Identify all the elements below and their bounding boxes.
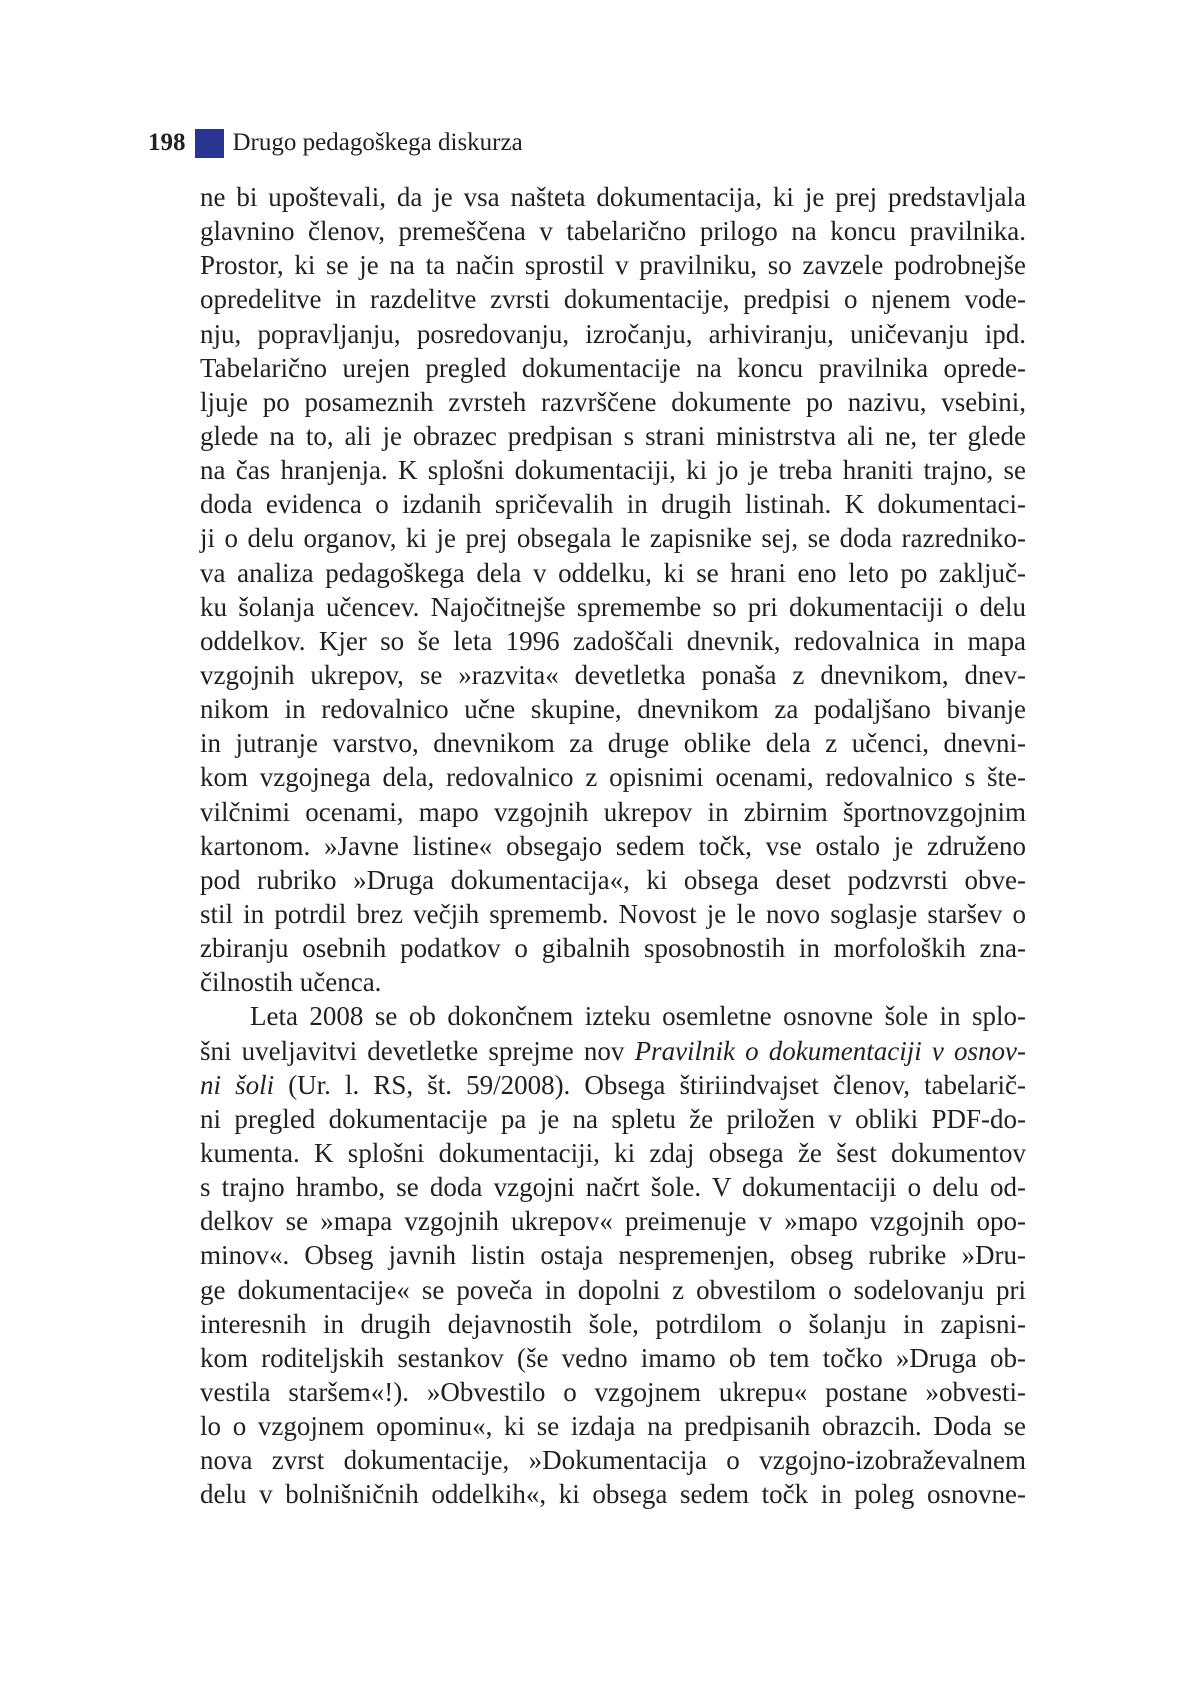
text-line: na čas hranjenja. K splošni dokumentaciji, ki jo je treba hraniti trajno, se <box>200 455 1026 486</box>
header-square-mark <box>195 129 224 158</box>
text-line: vilčnimi ocenami, mapo vzgojnih ukrepov in zbirnim športnovzgojnim <box>200 796 1026 827</box>
text-line: čilnostih učenca. <box>200 967 382 998</box>
text-line: delu v bolnišničnih oddelkih«, ki obsega sedem točk in poleg osnovne- <box>200 1479 1026 1510</box>
text-line: doda evidenca o izdanih spričevalih in drugih listinah. K dokumentaci- <box>200 489 1026 520</box>
text-line: delkov se »mapa vzgojnih ukrepov« preimenuje v »mapo vzgojnih opo- <box>200 1206 1026 1237</box>
text-line: ne bi upoštevali, da je vsa našteta dokumentacija, ki je prej predstavljala <box>200 182 1026 212</box>
text-line: nikom in redovalnico učne skupine, dnevnikom za podaljšano bivanje <box>200 694 1026 725</box>
text-line: Tabelarično urejen pregled dokumentacije na koncu pravilnika oprede- <box>200 352 1026 383</box>
text-line: zbiranju osebnih podatkov o gibalnih sposobnostih in morfoloških zna- <box>200 933 1026 964</box>
text-line: minov«. Obseg javnih listin ostaja nespremenjen, obseg rubrike »Dru- <box>200 1240 1026 1271</box>
text-line: lo o vzgojnem opominu«, ki se izdaja na predpisanih obrazcih. Doda se <box>200 1411 1026 1442</box>
text-line: kumenta. K splošni dokumentaciji, ki zdaj obsega že šest dokumentov <box>200 1137 1026 1168</box>
text-line: s trajno hrambo, se doda vzgojni načrt šole. V dokumentaciji o delu od- <box>200 1172 1026 1203</box>
text-line: opredelitve in razdelitve zvrsti dokumentacije, predpisi o njenem vode- <box>200 284 1026 315</box>
text-line: kartonom. »Javne listine« obsegajo sedem točk, vse ostalo je združeno <box>200 830 1026 861</box>
body-text <box>200 180 1026 1511</box>
text-line: glavnino členov, premeščena v tabelarično prilogo na koncu pravilnika. <box>200 216 1026 247</box>
text-line: Prostor, ki se je na ta način sprostil v pravilniku, so zavzele podrobnejše <box>200 250 1026 281</box>
text-line: nju, popravljanju, posredovanju, izročanju, arhiviranju, uničevanju ipd. <box>200 318 1026 349</box>
text-line: kom vzgojnega dela, redovalnico z opisnimi ocenami, redovalnico s šte- <box>200 762 1026 793</box>
text-line: ku šolanja učencev. Najočitnejše spremembe so pri dokumentaciji o delu <box>200 591 1026 622</box>
text-line: glede na to, ali je obrazec predpisan s strani ministrstva ali ne, ter glede <box>200 420 1026 451</box>
text-line: ni pregled dokumentacije pa je na spletu že priložen v obliki PDF-do- <box>200 1103 1026 1134</box>
text-line: vestila staršem«!). »Obvestilo o vzgojnem ukrepu« postane »obvesti- <box>200 1376 1026 1407</box>
text-line: ni šoli (Ur. l. RS, št. 59/2008). Obsega štiriindvajset členov, tabelarič- <box>200 1069 1026 1100</box>
text-line: stil in potrdil brez večjih sprememb. Novost je le novo soglasje staršev o <box>200 898 1026 929</box>
text-line: vzgojnih ukrepov, se »razvita« devetletka ponaša z dnevnikom, dnev- <box>200 659 1026 690</box>
text-line: ge dokumentacije« se poveča in dopolni z obvestilom o sodelovanju pri <box>200 1274 1026 1305</box>
text-line: ljuje po posameznih zvrsteh razvrščene dokumente po nazivu, vsebini, <box>200 386 1026 417</box>
text-line: pod rubriko »Druga dokumentacija«, ki obsega deset podzvrsti obve- <box>200 864 1026 895</box>
text-line: va analiza pedagoškega dela v oddelku, ki se hrani eno leto po zaključ- <box>200 557 1026 588</box>
book-title-italic: Pravilnik o dokumentaciji v osnov- <box>634 1035 1026 1066</box>
text-line: oddelkov. Kjer so še leta 1996 zadoščali dnevnik, redovalnica in mapa <box>200 625 1026 656</box>
text-line: kom roditeljskih sestankov (še vedno imamo ob tem točko »Druga ob- <box>200 1342 1026 1373</box>
book-title-italic: ni šoli <box>200 1069 275 1100</box>
text-line: šni uveljavitvi devetletke sprejme nov Pravilnik o dokumentaciji v osnov- <box>200 1035 1026 1066</box>
running-header <box>148 126 523 160</box>
text-line: Leta 2008 se ob dokončnem izteku osemletne osnovne šole in splo- <box>250 1001 1026 1032</box>
text-line: ji o delu organov, ki je prej obsegala le zapisnike sej, se doda razredniko- <box>200 523 1026 554</box>
running-title: Drugo pedagoškega diskurza <box>232 129 523 156</box>
page-number: 198 <box>148 129 186 156</box>
text-line: interesnih in drugih dejavnostih šole, potrdilom o šolanju in zapisni- <box>200 1308 1026 1339</box>
text-line: nova zvrst dokumentacije, »Dokumentacija o vzgojno-izobraževalnem <box>200 1445 1026 1476</box>
text-line: in jutranje varstvo, dnevnikom za druge oblike dela z učenci, dnevni- <box>200 728 1026 759</box>
